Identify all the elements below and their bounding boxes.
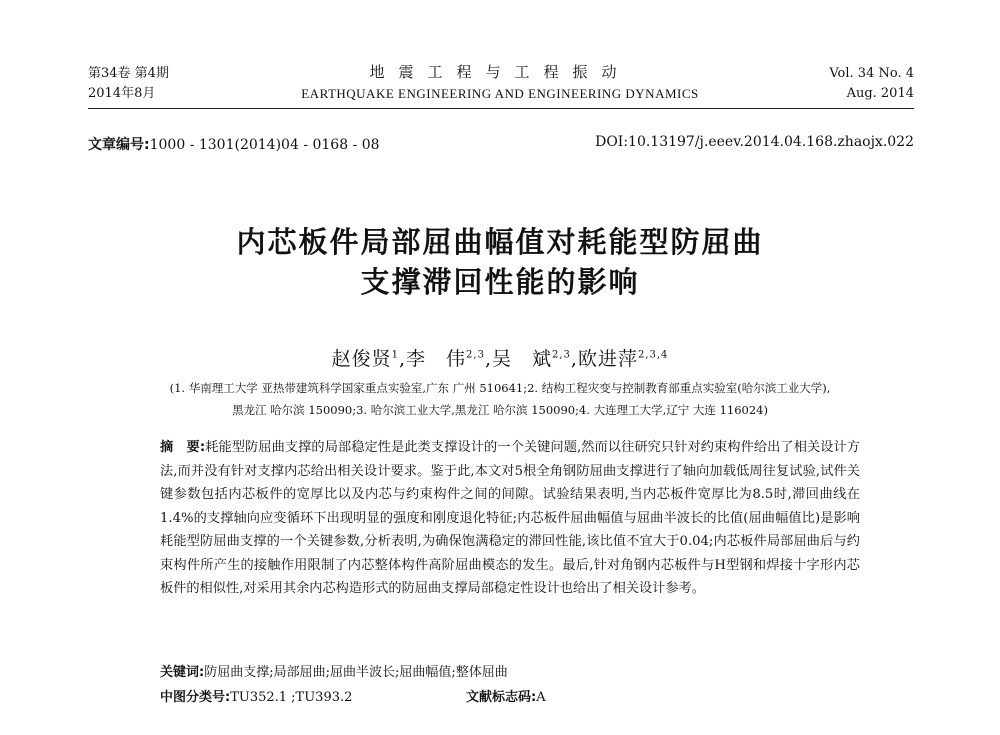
volume-issue-en: Vol. 34 No. 4 bbox=[829, 66, 914, 81]
author-affil-mark: 2,3,4 bbox=[637, 349, 669, 361]
journal-title-en: EARTHQUAKE ENGINEERING AND ENGINEERING DYNAMICS bbox=[301, 86, 699, 101]
document-code bbox=[466, 686, 546, 705]
abstract-label: 摘 要: bbox=[160, 440, 206, 455]
volume-issue-cn: 第34卷 第4期 bbox=[88, 66, 169, 81]
affiliation-line-2: 黑龙江 哈尔滨 150090;3. 哈尔滨工业大学,黑龙江 哈尔滨 150090;4. 大连理工大学,辽宁 大连 116024) bbox=[232, 403, 768, 417]
author-affil-mark: 1 bbox=[391, 349, 399, 361]
affiliation-line-1: (1. 华南理工大学 亚热带建筑科学国家重点实验室,广东 广州 510641;2. 结构工程灾变与控制教育部重点实验室(哈尔滨工业大学), bbox=[169, 381, 831, 395]
header-rule bbox=[88, 108, 914, 109]
classification-text: TU352.1 ;TU393.2 bbox=[230, 690, 353, 705]
title-line-2: 支撑滞回性能的影响 bbox=[360, 265, 640, 299]
keywords-label: 关键词: bbox=[160, 665, 205, 680]
author-name: 李 伟 bbox=[406, 348, 467, 370]
article-number-label: 文章编号: bbox=[88, 137, 150, 153]
keywords bbox=[160, 661, 508, 680]
abstract-text: 耗能型防屈曲支撑的局部稳定性是此类支撑设计的一个关键问题,然而以往研究只针对约束构件给出了相关设计方法,而并没有针对支撑内芯给出相关设计要求。鉴于此,本文对5根全角钢防屈曲支撑进行了轴向加载低周往复试验,试件关键参数包括内芯板件的宽厚比以及内芯与约束构件之间的间隙。试验结果表明,当内芯板件宽厚比为8.5时,滞回曲线在1.4%的支撑轴向应变循环下出现明显的强度和刚度退化特征;内芯板件屈曲幅值与屈曲半波长的比值(屈曲幅值比)是影响耗能型防屈曲支撑的一个关键参数,分析表明,为确保饱满稳定的滞回性能,该比值不宜大于0.04;内芯板件局部屈曲后与约束构件所产生的接触作用限制了内芯整体构件高阶屈曲模态的发生。最后,针对角钢内芯板件与H型钢和焊接十字形内芯板件的相似性,对采用其余内芯构造形式的防屈曲支撑局部稳定性设计也给出了相关设计参考。 bbox=[160, 440, 860, 596]
doi: DOI:10.13197/j.eeev.2014.04.168.zhaojx.022 bbox=[595, 134, 914, 150]
document-code-label: 文献标志码: bbox=[466, 690, 537, 705]
document-code-value: A bbox=[536, 690, 546, 705]
author-affil-mark: 2,3 bbox=[466, 349, 485, 361]
keywords-text: 防屈曲支撑;局部屈曲;屈曲半波长;屈曲幅值;整体屈曲 bbox=[204, 665, 508, 680]
article-number-value: 1000 - 1301(2014)04 - 0168 - 08 bbox=[149, 137, 380, 153]
date-en: Aug. 2014 bbox=[846, 86, 914, 101]
author-name: 欧进萍 bbox=[577, 348, 638, 370]
date-cn: 2014年8月 bbox=[88, 86, 156, 101]
article-number bbox=[88, 134, 380, 154]
journal-title-cn: 地震工程与工程振动 bbox=[369, 63, 631, 81]
classification-label: 中图分类号: bbox=[160, 690, 231, 705]
author-name: 赵俊贤 bbox=[331, 348, 392, 370]
classification bbox=[160, 686, 352, 705]
author-affil-mark: 2,3 bbox=[552, 349, 571, 361]
title-line-1: 内芯板件局部屈曲幅值对耗能型防屈曲 bbox=[236, 225, 764, 259]
abstract bbox=[160, 436, 860, 601]
author-list: 赵俊贤$^1$,李 伟$^{2,3}$,吴 斌$^{2,3}$,欧进萍$^{2,3,4}$ bbox=[331, 348, 669, 370]
author-name: 吴 斌 bbox=[491, 348, 552, 370]
